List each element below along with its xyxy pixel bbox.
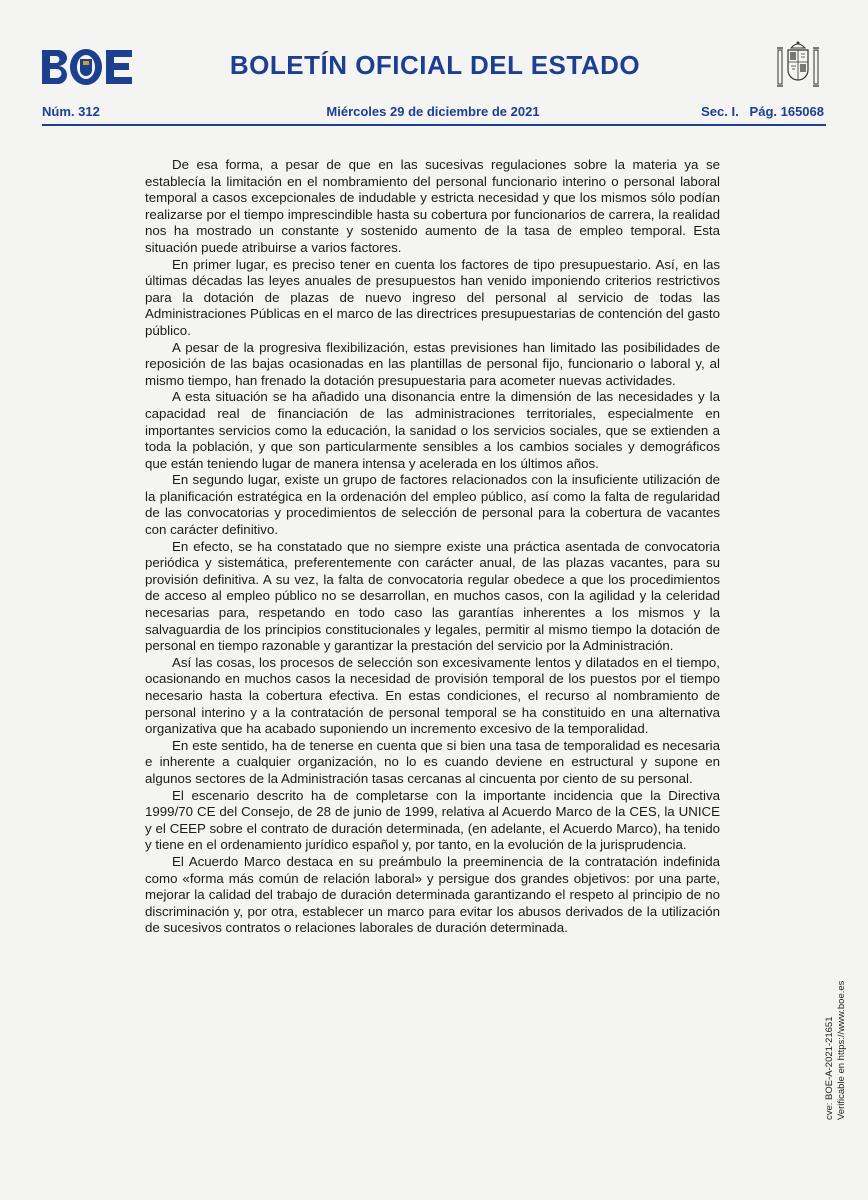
paragraph: El escenario descrito ha de completarse con la importante incidencia que la Directiva 1999/70 CE del Consejo, de 28 de junio de 1999, relativa al Acuerdo Marco de la CES, la UNICE y el CEEP sobre el contrato de duración determinada, (en adelante, el Acuerdo Marco), ha tenido y tiene en el ordenamiento jurídico español y, por tanto, en la evolución de la jurisprudencia. [145, 787, 720, 853]
paragraph: De esa forma, a pesar de que en las sucesivas regulaciones sobre la materia ya se establecía la limitación en el nombramiento del personal funcionario interino o personal laboral temporal a casos excepcionales de indudable y estricta necesidad y que los mismos sólo podían realizarse por el tiempo imprescindible hasta su cobertura por funcionarios de carrera, la realidad nos ha mostrado un constante y sostenido aumento de la tasa de empleo temporal. Esta situación puede atribuirse a varios factores. [145, 157, 720, 255]
paragraph: A esta situación se ha añadido una disonancia entre la dimensión de las necesidades y la capacidad real de financiación de las administraciones territoriales, especialmente en importantes servicios como la educación, la sanidad o los servicios sociales, que se extienden a toda la población, y que son particularmente sensibles a los cambios sociales y demográficos que están teniendo lugar de manera intensa y acelerada en los últimos años. [145, 389, 720, 471]
cve-code: cve: BOE-A-2021-21651 [824, 1016, 835, 1120]
section-page: Sec. I. Pág. 165068 [701, 104, 824, 119]
paragraph: En primer lugar, es preciso tener en cuenta los factores de tipo presupuestario. Así, en las últimas décadas las leyes anuales de presupuestos han venido imponiendo criterios restrictivos para la dotación de plazas de nuevo ingreso del personal al servicio de todas las Administraciones Públicas en el marco de las directrices presupuestarias de contención del gasto público. [145, 256, 720, 338]
paragraph: Así las cosas, los procesos de selección son excesivamente lentos y dilatados en el tiempo, ocasionando en muchos casos la necesidad de provisión temporal de los puestos por el tiempo necesario hasta la cobertura efectiva. En estas condiciones, el recurso al nombramiento de personal interino y a la contratación de personal temporal se ha constituido en una alternativa organizativa que ha acabado suponiendo un incremento excesivo de la temporalidad. [145, 654, 720, 737]
page-header [42, 40, 828, 96]
issue-info-row [42, 104, 824, 122]
paragraph: En efecto, se ha constatado que no siempre existe una práctica asentada de convocatoria periódica y sistemática, preferentemente con carácter anual, de las plazas vacantes, para su provisión definitiva. A su vez, la falta de convocatoria regular obedece a que los procedimientos de acceso al empleo público no se desarrollan, en muchos casos, con la agilidad y la celeridad necesarias para, respetando en todo caso las garantías inherentes a los mismos y la salvaguardia de los principios constitucionales y legales, permitir al mismo tiempo la dotación de personal en tiempo razonable y garantizar la prestación del servicio por la Administración. [145, 538, 720, 654]
issue-number: Núm. 312 [42, 104, 100, 119]
verify-link[interactable]: Verificable en https://www.boe.es [836, 980, 847, 1120]
document-body [145, 157, 720, 937]
paragraph: A pesar de la progresiva flexibilización, estas previsiones han limitado las posibilidades de reposición de las bajas ocasionadas en las plantillas de personal fijo, funcionario o laboral y, al mismo tiempo, han frenado la dotación presupuestaria para acometer nuevas actividades. [145, 339, 720, 388]
paragraph: En este sentido, ha de tenerse en cuenta que si bien una tasa de temporalidad es necesaria e inherente a cualquier organización, no lo es cuando deviene en estructural y supone en algunos sectores de la Administración tasas cercanas al cincuenta por ciento de su personal. [145, 737, 720, 786]
paragraph: En segundo lugar, existe un grupo de factores relacionados con la insuficiente utilización de la planificación estratégica en la ordenación del empleo público, así como la falta de regularidad de las convocatorias y procedimientos de selección de personal para la cobertura de vacantes con carácter definitivo. [145, 472, 720, 538]
issue-date: Miércoles 29 de diciembre de 2021 [326, 104, 540, 119]
paragraph: El Acuerdo Marco destaca en su preámbulo la preeminencia de la contratación indefinida como «forma más común de relación laboral» y persigue dos grandes objetivos: por una parte, mejorar la calidad del trabajo de duración determinada garantizando el respeto al principio de no discriminación y, por otra, establecer un marco para evitar los abusos derivados de la utilización de sucesivos contratos o relaciones laborales de duración determinada. [145, 853, 720, 936]
header-divider [42, 124, 826, 126]
page-title: BOLETÍN OFICIAL DEL ESTADO [229, 50, 641, 80]
coat-of-arms-icon [776, 40, 820, 90]
verification-note [824, 981, 848, 1120]
